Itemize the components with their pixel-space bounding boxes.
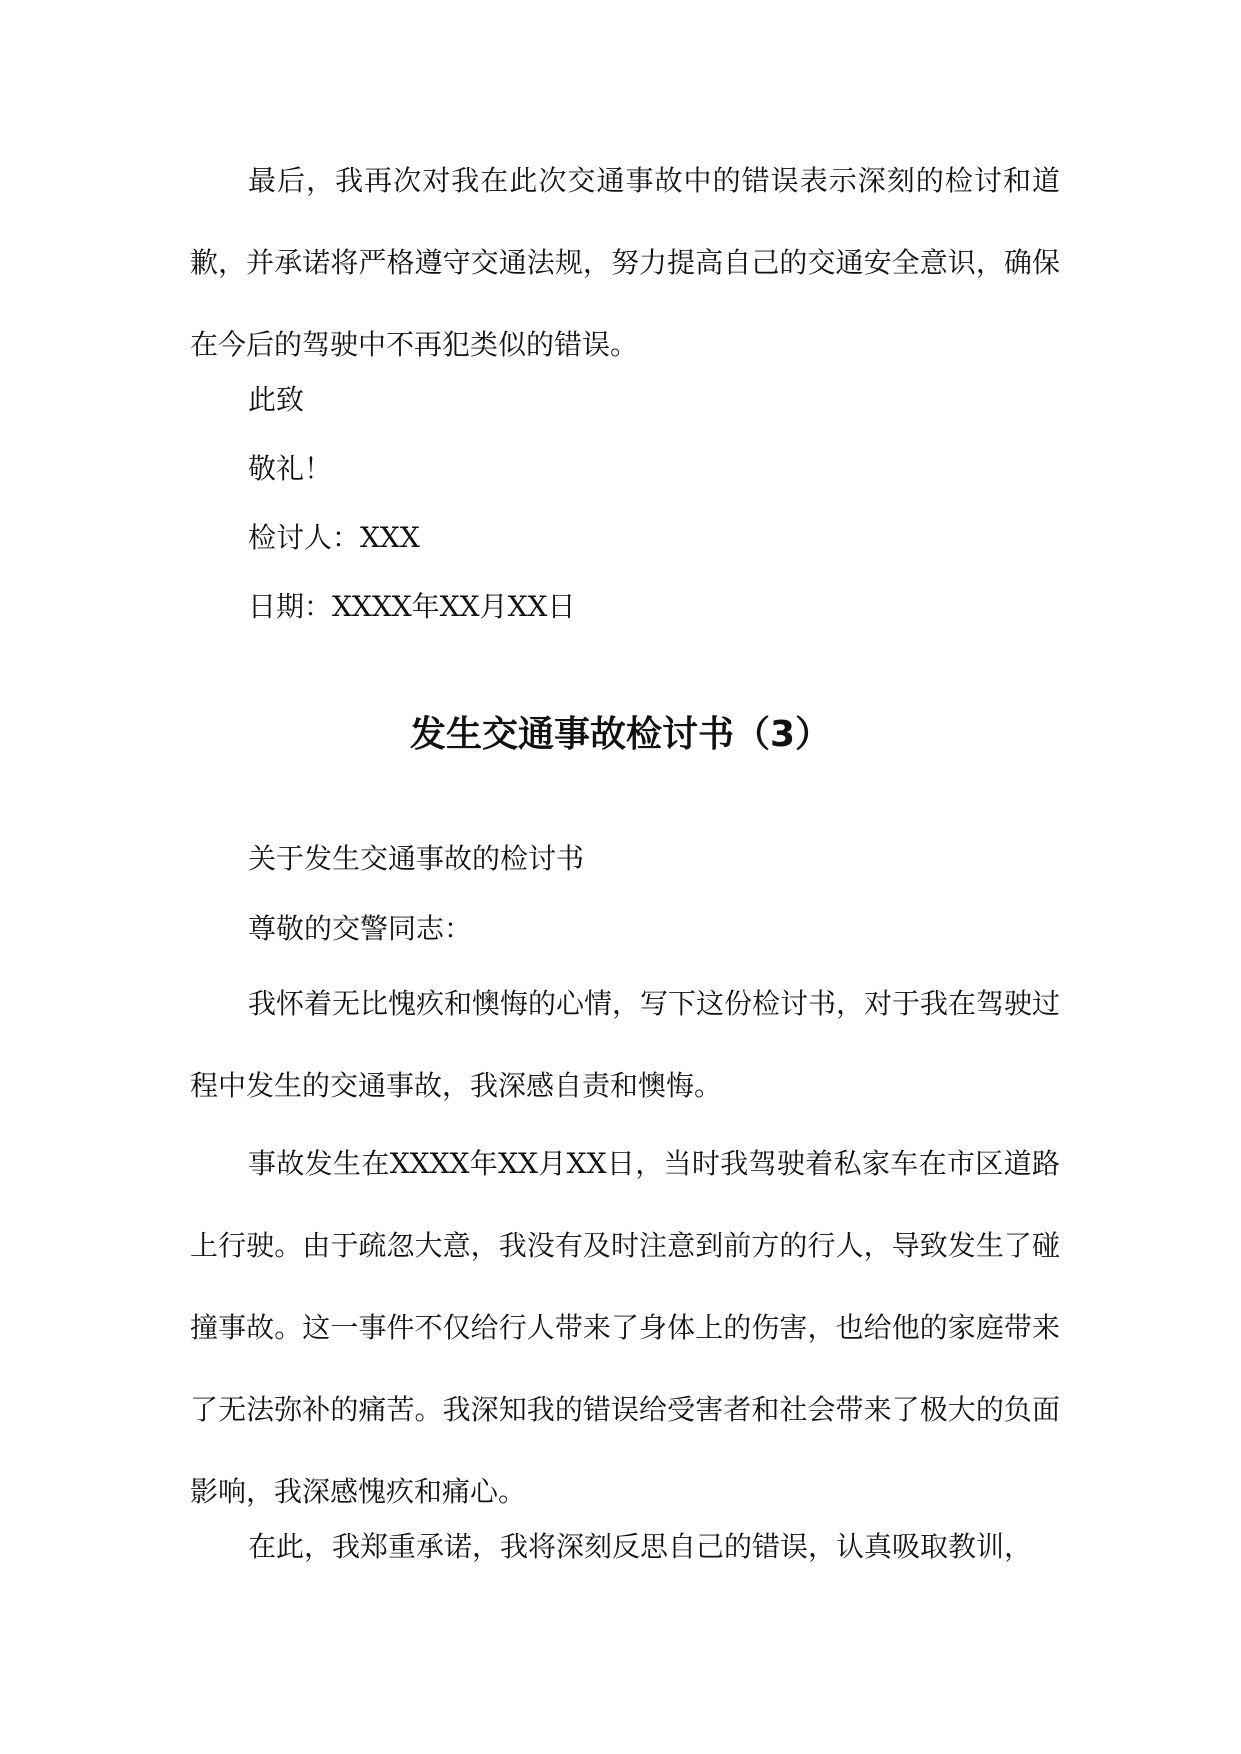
document-title: 发生交通事故检讨书（3） bbox=[409, 714, 832, 755]
body-paragraph-2: 事故发生在XXXX年XX月XX日，当时我驾驶着私家车在市区道路上行驶。由于疏忽大意，我没有及时注意到前方的行人，导致发生了碰撞事故。这一事件不仅给行人带来了身体上的伤害，也给他的家庭带来了无法弥补的痛苦。我深知我的错误给受害者和社会带来了极大的负面影响，我深感愧疚和痛心。 bbox=[190, 1147, 1060, 1508]
subject-line: 关于发生交通事故的检讨书 bbox=[248, 842, 585, 875]
body-paragraph-3: 在此，我郑重承诺，我将深刻反思自己的错误，认真吸取教训， bbox=[248, 1530, 1033, 1563]
greeting-line: 尊敬的交警同志： bbox=[248, 912, 473, 945]
date-line: 日期：XXXX年XX月XX日 bbox=[248, 590, 576, 623]
closing-paragraph: 最后，我再次对我在此次交通事故中的错误表示深刻的检讨和道歉，并承诺将严格遵守交通法规，努力提高自己的交通安全意识，确保在今后的驾驶中不再犯类似的错误。 bbox=[190, 164, 1060, 361]
salutation-line-2: 敬礼！ bbox=[248, 452, 333, 485]
signer-line: 检讨人：XXX bbox=[248, 521, 420, 554]
salutation-line-1: 此致 bbox=[248, 383, 305, 416]
body-paragraph-1: 我怀着无比愧疚和懊悔的心情，写下这份检讨书，对于我在驾驶过程中发生的交通事故，我深感自责和懊悔。 bbox=[190, 987, 1061, 1102]
